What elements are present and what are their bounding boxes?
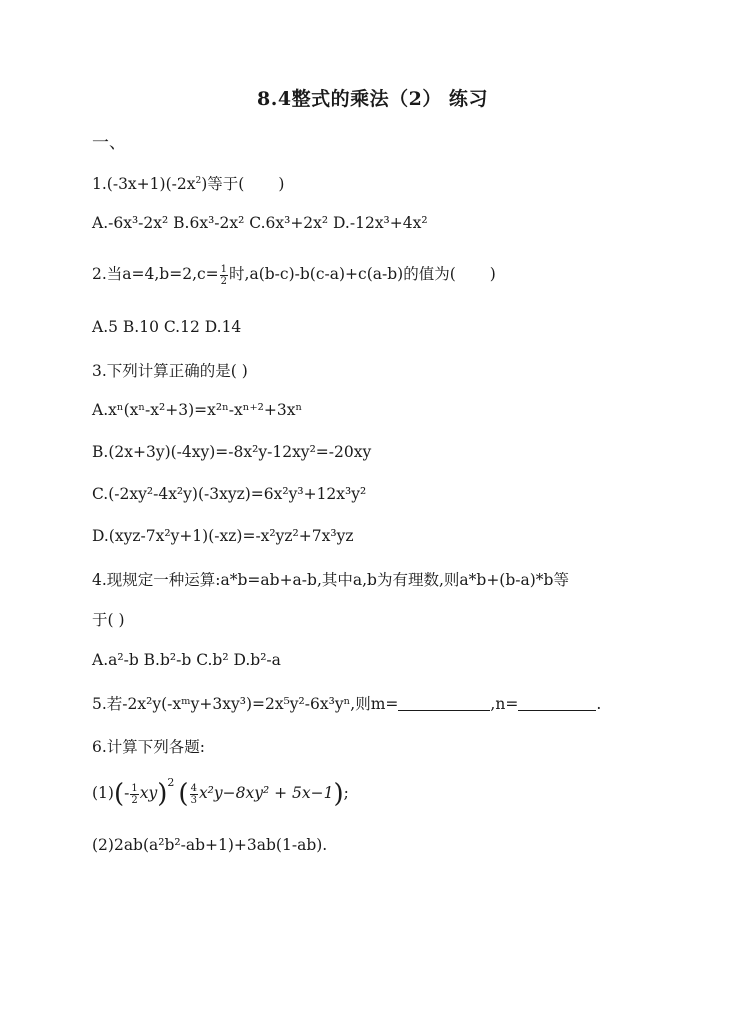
question-4-options: A.a²-b B.b²-b C.b² D.b²-a — [92, 651, 281, 669]
question-3-stem: 3.下列计算正确的是( ) — [92, 362, 248, 380]
section-heading: 一、 — [92, 133, 126, 153]
q1-stem-c: ) — [278, 175, 285, 193]
question-2-stem — [92, 262, 496, 287]
q6-p1-sign: - — [124, 784, 130, 802]
question-4-stem: 4.现规定一种运算:a*b=ab+a-b,其中a,b为有理数,则a*b+(b-a)*b等 — [92, 571, 569, 589]
question-2-options: A.5 B.10 C.12 D.14 — [92, 318, 242, 336]
q1-stem-b: )等于( — [201, 175, 245, 193]
q2-stem-c: ) — [489, 265, 496, 283]
q2-stem-b: 时,a(b-c)-b(c-a)+c(a-b)的值为( — [229, 265, 456, 283]
q6-p1-rest: x²y−8xy² + 5x−1 — [198, 784, 334, 802]
question-1-stem — [92, 172, 284, 194]
q6-p1-end: ; — [343, 784, 349, 802]
q6-p1-fraction2: $\frac{4}{3}$ — [190, 782, 197, 806]
q6-p1-fraction: $\frac{1}{2}$ — [131, 782, 138, 806]
question-6-part-2: (2)2ab(a²b²-ab+1)+3ab(1-ab). — [92, 836, 328, 854]
q6-p1-rparen2: ) — [333, 779, 344, 809]
answer-blank-n[interactable] — [518, 696, 596, 711]
question-6-part-1 — [92, 776, 349, 809]
q6-p1-exp: 2 — [167, 776, 175, 789]
q6-p1-lparen: ( — [113, 779, 125, 809]
q1-exp: 2 — [195, 176, 202, 186]
answer-blank-m[interactable] — [398, 696, 490, 711]
question-3-option-b: B.(2x+3y)(-4xy)=-8x²y-12xy²=-20xy — [92, 443, 372, 461]
q5-stem-b: ,n= — [490, 695, 519, 713]
question-3-option-a: A.xⁿ(xⁿ-x²+3)=x²ⁿ-xⁿ⁺²+3xⁿ — [92, 401, 303, 419]
q2-fraction: $\frac{1}{2}$ — [220, 263, 228, 287]
q1-stem-a: 1.(-3x+1)(-2x — [92, 175, 196, 193]
q6-p1-lparen2: ( — [178, 779, 189, 809]
q6-p1-rparen: ) — [157, 779, 168, 809]
q2-stem-a: 2.当a=4,b=2,c= — [92, 265, 219, 283]
question-3-option-d: D.(xyz-7x²y+1)(-xz)=-x²yz²+7x³yz — [92, 527, 354, 545]
page-title: 8.4整式的乘法（2） 练习 — [257, 88, 488, 110]
question-1-options: A.-6x³-2x² B.6x³-2x² C.6x³+2x² D.-12x³+4x² — [92, 214, 428, 232]
question-3-option-c: C.(-2xy²-4x²y)(-3xyz)=6x²y³+12x³y² — [92, 485, 367, 503]
question-6-stem: 6.计算下列各题: — [92, 738, 206, 756]
q5-stem-a: 5.若-2x²y(-xᵐy+3xy³)=2x⁵y²-6x³yⁿ,则m= — [92, 695, 399, 713]
q6-p1-xy: xy — [139, 784, 158, 802]
q6-p1-label: (1) — [92, 784, 114, 802]
question-5-stem — [92, 692, 601, 714]
q5-stem-c: . — [596, 695, 602, 713]
question-4-stem-continued: 于( ) — [92, 611, 125, 629]
